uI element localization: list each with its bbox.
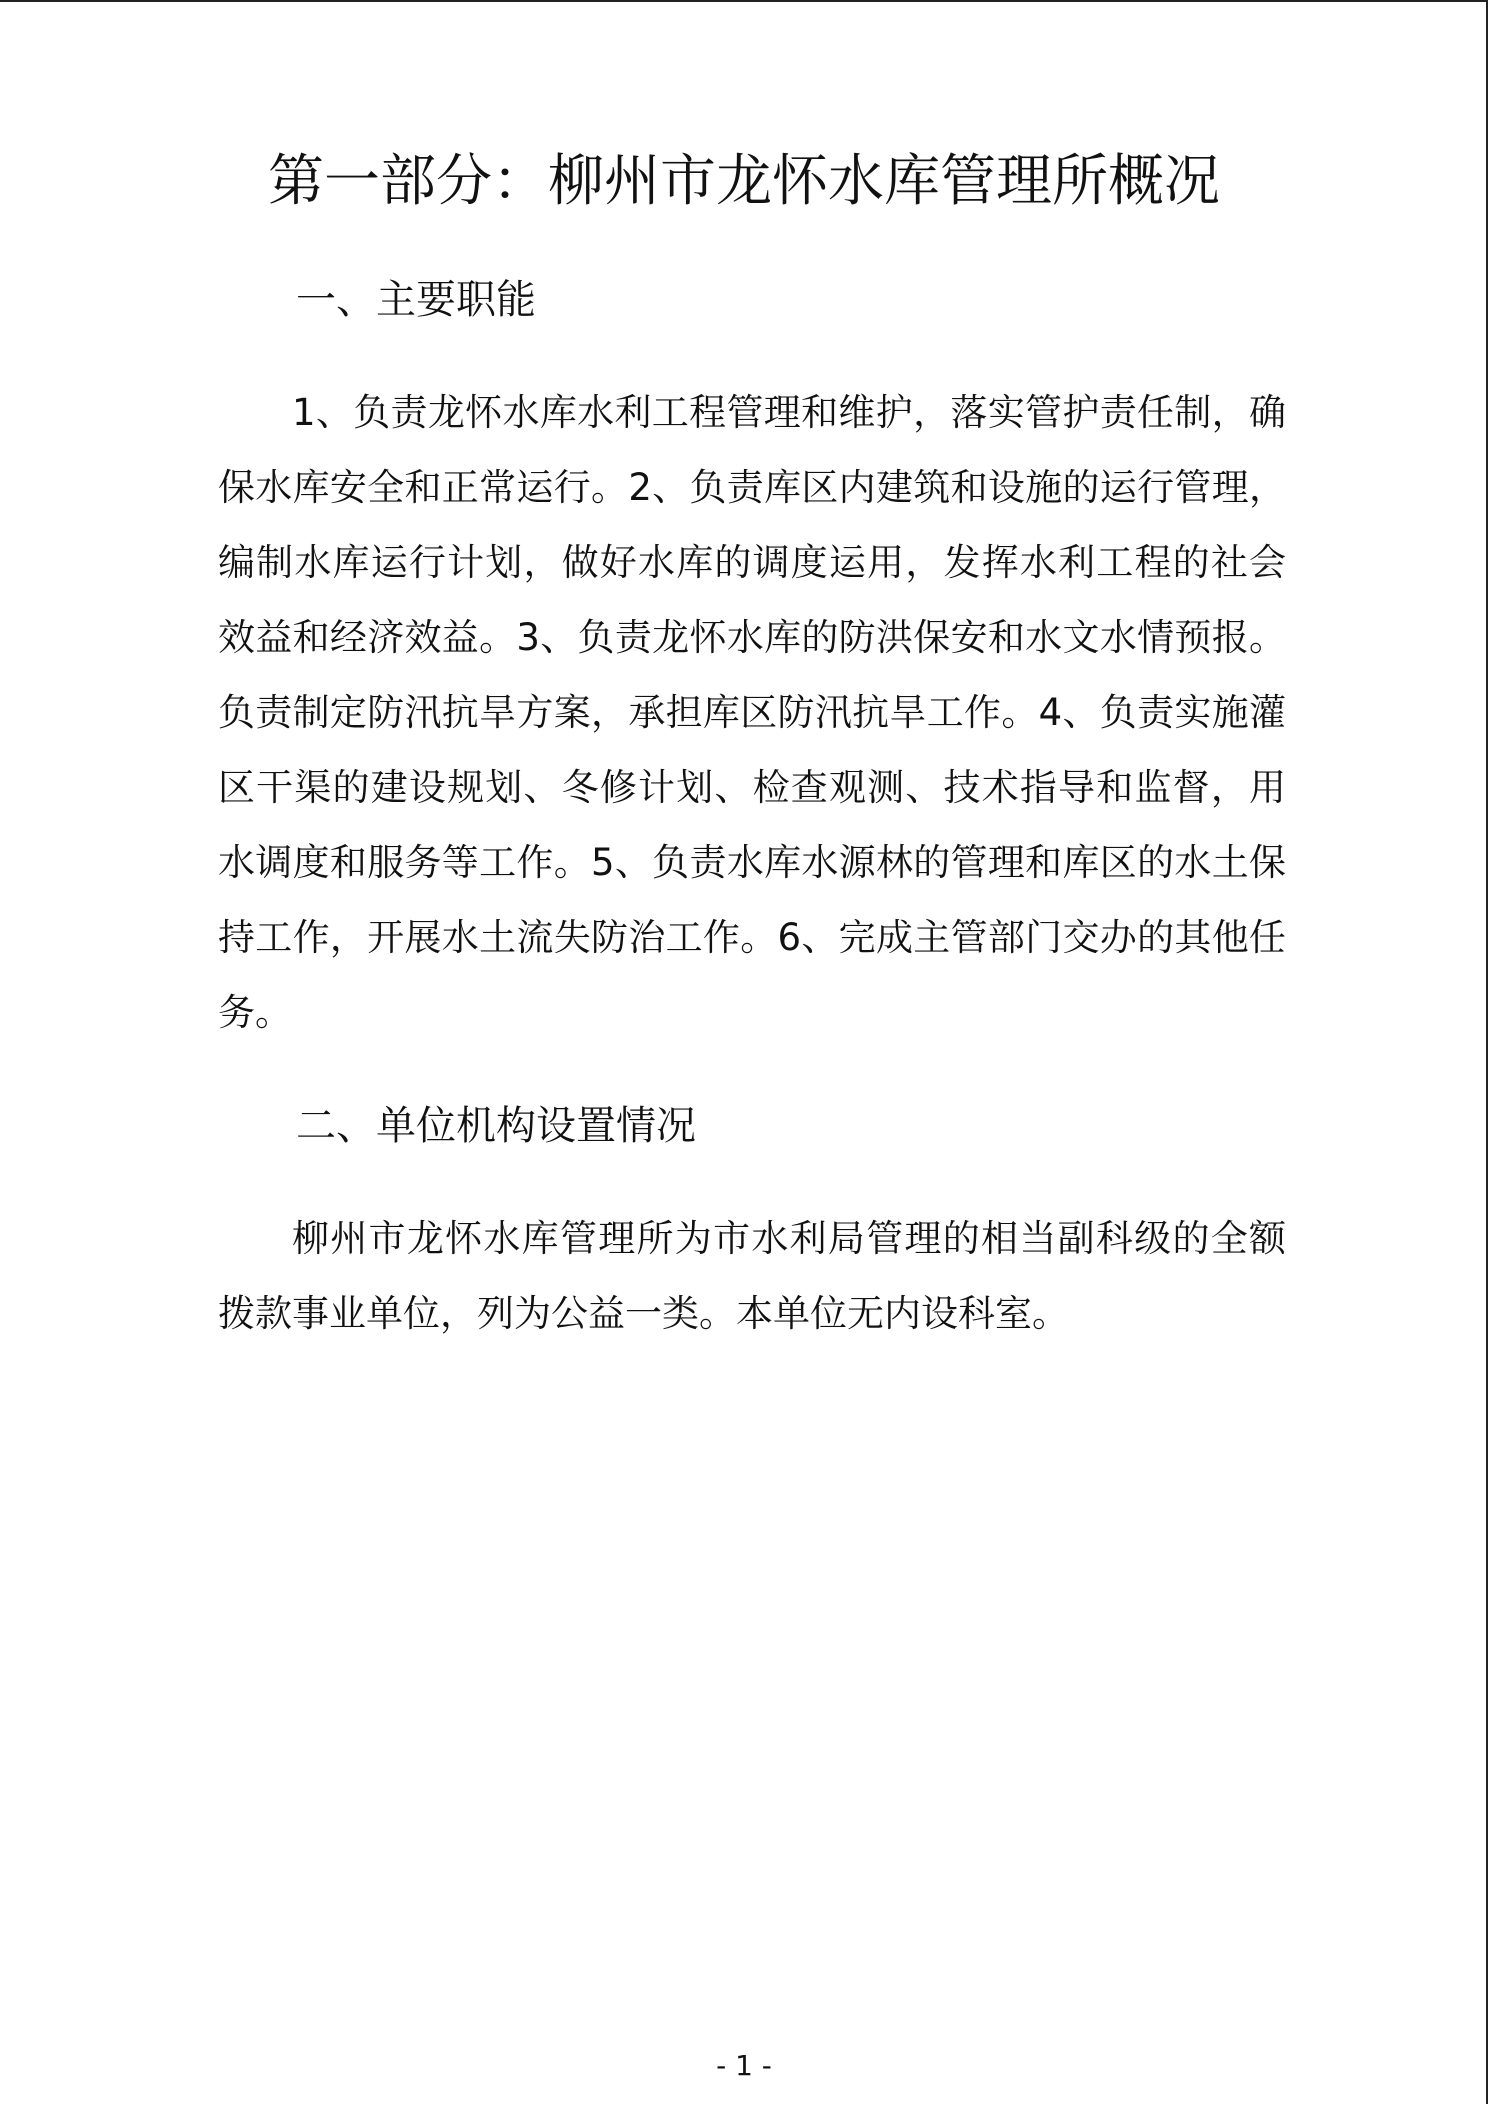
section-heading-organization: 二、单位机构设置情况: [296, 1103, 696, 1149]
page-number: - 1 -: [716, 2049, 772, 2082]
section-heading-functions: 一、主要职能: [296, 277, 536, 323]
document-title: 第一部分：柳州市龙怀水库管理所概况: [268, 149, 1220, 214]
section-paragraph-functions: 1、负责龙怀水库水利工程管理和维护，落实管护责任制，确保水库安全和正常运行。2、负责库区内建筑和设施的运行管理，编制水库运行计划，做好水库的调度运用，发挥水利工程的社会效益和经济效益。3、负责龙怀水库的防洪保安和水文水情预报。负责制定防汛抗旱方案，承担库区防汛抗旱工作。4、负责实施灌区干渠的建设规划、冬修计划、检查观测、技术指导和监督，用水调度和服务等工作。5、负责水库水源林的管理和库区的水土保持工作，开展水土流失防治工作。6、完成主管部门交办的其他任务。: [218, 391, 1286, 1034]
section-paragraph-organization: 柳州市龙怀水库管理所为市水利局管理的相当副科级的全额拨款事业单位，列为公益一类。本单位无内设科室。: [218, 1217, 1286, 1335]
